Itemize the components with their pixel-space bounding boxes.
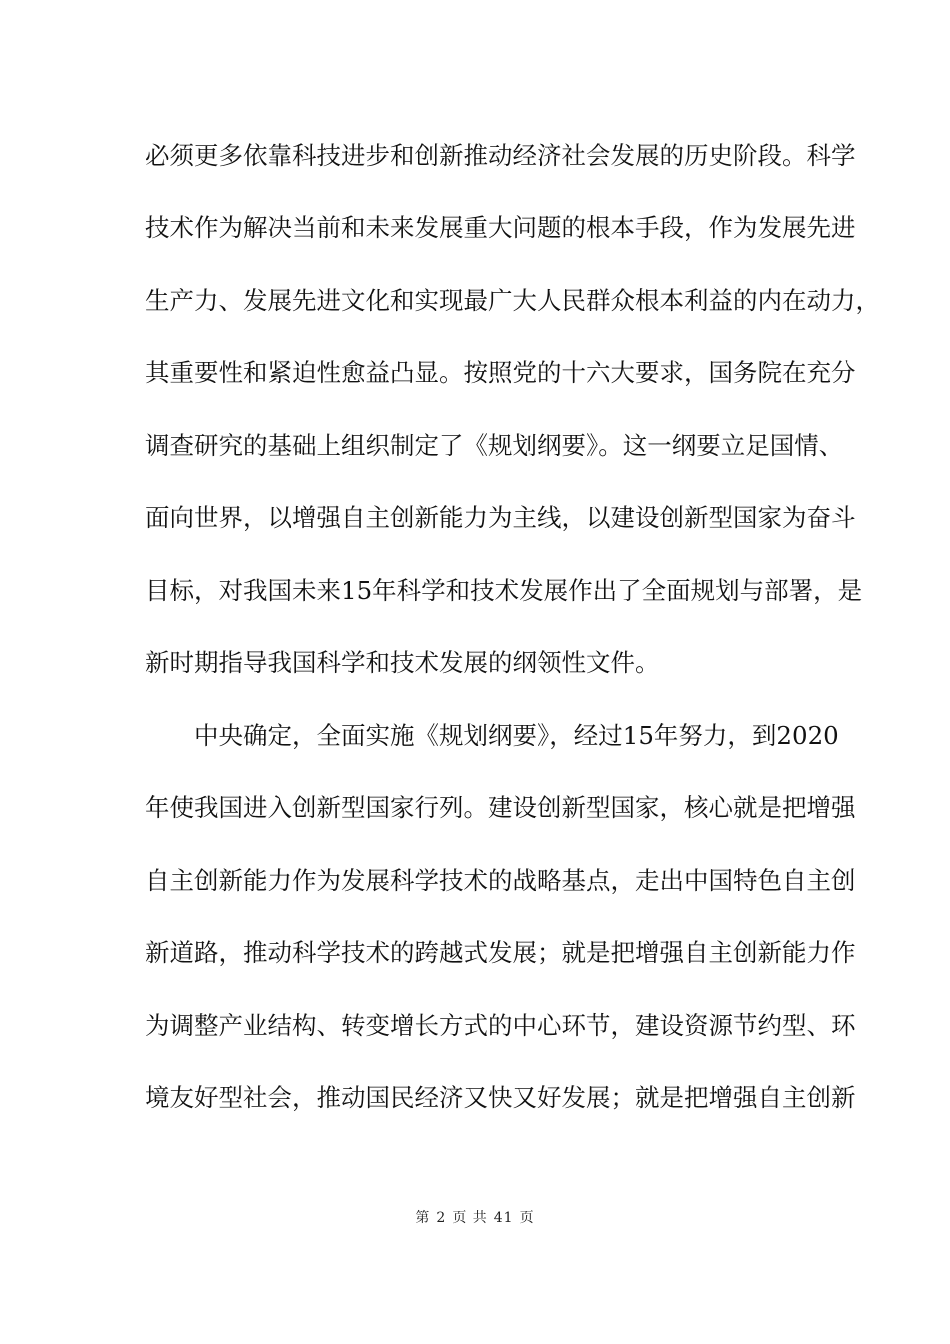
page-number-footer [0,1207,950,1227]
footer-current-page: 2 [436,1210,447,1226]
paragraph-2-line-2: 年使我国进入创新型国家行列。建设创新型国家，核心就是把增强 [145,793,856,822]
footer-middle: 页 共 [452,1210,488,1226]
paragraph-1-line-3: 生产力、发展先进文化和实现最广大人民群众根本利益的内在动力， [145,286,880,315]
paragraph-1-line-4: 其重要性和紧迫性愈益凸显。按照党的十六大要求，国务院在充分 [145,358,856,387]
paragraph-1-line-7: 目标，对我国未来15年科学和技术发展作出了全面规划与部署，是 [145,576,863,605]
footer-suffix: 页 [519,1210,535,1226]
paragraph-1-line-1: 必须更多依靠科技进步和创新推动经济社会发展的历史阶段。科学 [145,141,856,170]
paragraph-1-line-6: 面向世界，以增强自主创新能力为主线，以建设创新型国家为奋斗 [145,503,856,532]
paragraph-1-line-2: 技术作为解决当前和未来发展重大问题的根本手段，作为发展先进 [145,213,856,242]
footer-total-pages: 41 [493,1210,514,1226]
paragraph-2-line-4: 新道路，推动科学技术的跨越式发展；就是把增强自主创新能力作 [145,938,856,967]
paragraph-1-line-5: 调查研究的基础上组织制定了《规划纲要》。这一纲要立足国情、 [145,431,844,460]
footer-prefix: 第 [415,1210,431,1226]
paragraph-1-line-8: 新时期指导我国科学和技术发展的纲领性文件。 [145,648,660,677]
paragraph-2-line-1: 中央确定，全面实施《规划纲要》，经过15年努力，到2020 [194,721,839,750]
paragraph-2-line-5: 为调整产业结构、转变增长方式的中心环节，建设资源节约型、环 [145,1011,856,1040]
paragraph-2-line-6: 境友好型社会，推动国民经济又快又好发展；就是把增强自主创新 [145,1083,856,1112]
paragraph-2-line-3: 自主创新能力作为发展科学技术的战略基点，走出中国特色自主创 [145,866,856,895]
